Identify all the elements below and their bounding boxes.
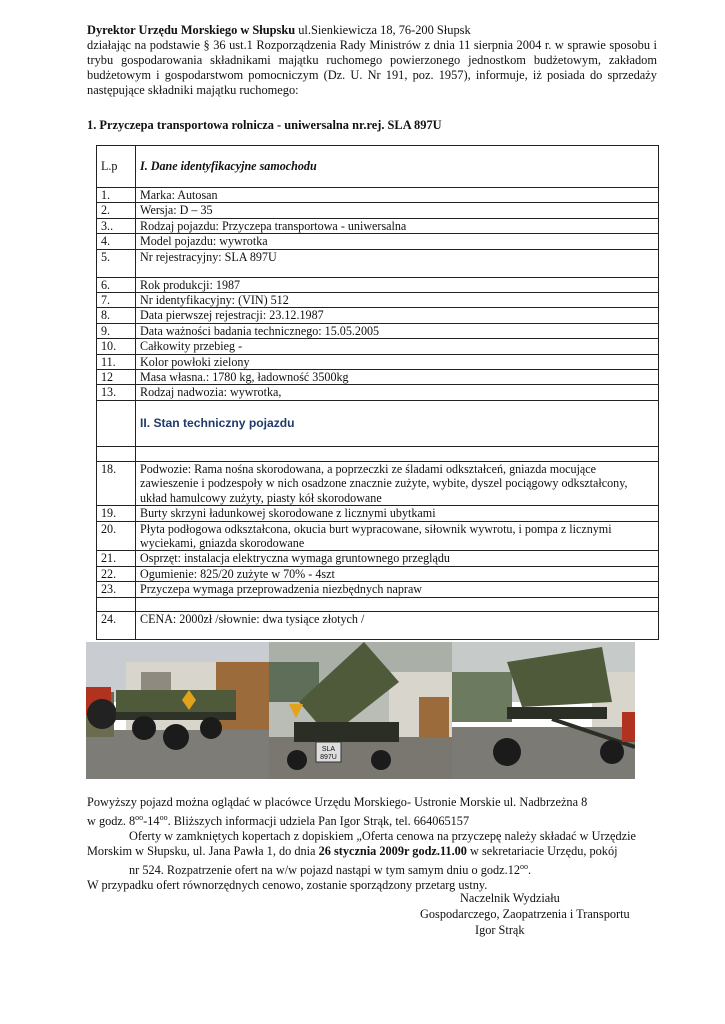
row-number: 5.: [97, 249, 136, 277]
empty-row: [97, 597, 659, 611]
row-text: Płyta podłogowa odkształcona, okucia burt wypracowane, siłownik wywrotu, i pompa z licznymi wyciekami, gniazda skorodowane: [136, 521, 659, 551]
row-number: 11.: [97, 354, 136, 369]
table-row: [97, 370, 659, 385]
row-text: Przyczepa wymaga przeprowadzenia niezbędnych napraw: [136, 582, 659, 597]
table-row: [97, 566, 659, 581]
signature-title-2: Gospodarczego, Zaopatrzenia i Transportu: [420, 907, 630, 921]
footer-line-3: Oferty w zamkniętych kopertach z dopiskiem „Oferta cenowa na przyczepę należy składać w Urzędzie: [129, 829, 636, 844]
trailer-photo-tipped: [452, 642, 635, 779]
footer-line-5: nr 524. Rozpatrzenie ofert na w/w pojazd nastąpi w tym samym dniu o $godz.12^{oo}$.: [129, 862, 532, 878]
row-number: 10.: [97, 339, 136, 354]
row-number: [97, 400, 136, 446]
table-row: [97, 611, 659, 639]
row-text: Data ważności badania technicznego: 15.05.2005: [136, 323, 659, 338]
row-number: 2.: [97, 203, 136, 218]
row-number: [97, 597, 136, 611]
table-row: [97, 249, 659, 277]
row-text: [136, 446, 659, 461]
table-row: [97, 203, 659, 218]
row-text: Burty skrzyni ładunkowej skorodowane z licznymi ubytkami: [136, 506, 659, 521]
office-name: Dyrektor Urzędu Morskiego w Słupsku: [87, 23, 296, 37]
table-row: [97, 188, 659, 203]
row-number: 4.: [97, 234, 136, 249]
row-text: Rodzaj nadwozia: wywrotka,: [136, 385, 659, 400]
row-text: Masa własna.: 1780 kg, ładowność 3500kg: [136, 370, 659, 385]
table-row: [97, 461, 659, 505]
row-number: 1.: [97, 188, 136, 203]
office-address: ul.Sienkiewicza 18, 76-200 Słupsk: [295, 23, 471, 37]
row-text: Osprzęt: instalacja elektryczna wymaga gruntownego przeglądu: [136, 551, 659, 566]
row-number: 7.: [97, 293, 136, 308]
row-number: 19.: [97, 506, 136, 521]
row-text: Rok produkcji: 1987: [136, 277, 659, 292]
row-text: Ogumienie: 825/20 zużyte w 70% - 4szt: [136, 566, 659, 581]
intro-paragraph: [87, 23, 657, 98]
row-text: Kolor powłoki zielony: [136, 354, 659, 369]
row-number: 9.: [97, 323, 136, 338]
table-row: [97, 293, 659, 308]
intro-body: działając na podstawie § 36 ust.1 Rozporządzenia Rady Ministrów z dnia 11 sierpnia 2004 r. w sprawie sposobu i trybu gospodarowania składnikami majątku ruchomego powierzonego jednostkom budżetowym, zakładom budżetowym i gospodarstwom pomocniczym (Dz. U. Nr 191, poz. 1957), informuje, iż posiada do sprzedaży następujące składniki majątku ruchomego:: [87, 38, 657, 97]
row-text: Całkowity przebieg -: [136, 339, 659, 354]
vehicle-spec-table: [96, 145, 659, 640]
plate-line-2: 897U: [320, 754, 337, 761]
table-row: [97, 582, 659, 597]
row-number: 22.: [97, 566, 136, 581]
table-row: [97, 521, 659, 551]
row-number: 24.: [97, 611, 136, 639]
trailer-box: [116, 690, 236, 712]
row-text: Wersja: D – 35: [136, 203, 659, 218]
table-row: [97, 323, 659, 338]
lp-header: L.p: [97, 146, 136, 188]
table-row: [97, 506, 659, 521]
section-ii-header: II. Stan techniczny pojazdu: [136, 400, 659, 446]
table-header-row: [97, 146, 659, 188]
signature-title-1: Naczelnik Wydziału: [460, 891, 560, 905]
table-row: [97, 234, 659, 249]
plate-line-1: SLA: [321, 746, 336, 753]
section-title: 1. Przyczepa transportowa rolnicza - uniwersalna nr.rej. SLA 897U: [87, 118, 442, 132]
row-number: 20.: [97, 521, 136, 551]
row-number: 3..: [97, 218, 136, 233]
row-number: 8.: [97, 308, 136, 323]
row-number: 21.: [97, 551, 136, 566]
footer-text: [87, 795, 667, 893]
row-text: Marka: Autosan: [136, 188, 659, 203]
row-number: 18.: [97, 461, 136, 505]
photo-strip: [86, 642, 635, 779]
row-number: 6.: [97, 277, 136, 292]
row-number: 13.: [97, 385, 136, 400]
footer-line-4: Morskim w Słupsku, ul. Jana Pawła 1, do dnia 26 stycznia 2009r godz.11.00 w sekretariacie Urzędu, pokój: [87, 844, 618, 859]
empty-row: [97, 446, 659, 461]
row-text: Nr identyfikacyjny: (VIN) 512: [136, 293, 659, 308]
row-number: [97, 446, 136, 461]
table-row: [97, 354, 659, 369]
signature-name: Igor Strąk: [475, 923, 525, 937]
footer-line-2: w godz. $8^{oo}-14^{oo}$. Bliższych informacji udziela Pan Igor Strąk, tel. 664065157: [87, 813, 470, 829]
signature-block: [420, 890, 630, 938]
table-row: [97, 308, 659, 323]
footer-line-6: W przypadku ofert równorzędnych cenowo, zostanie sporządzony przetarg ustny.: [87, 878, 488, 893]
trailer-photo-rear: [269, 642, 452, 779]
table-row: [97, 277, 659, 292]
footer-line-1: Powyższy pojazd można oglądać w placówce Urzędu Morskiego- Ustronie Morskie ul. Nadbrzeżna 8: [87, 795, 588, 809]
table-row: [97, 385, 659, 400]
row-text: Podwozie: Rama nośna skorodowana, a poprzeczki ze śladami odkształceń, gniazda mocujące zawieszenie i podzespoły w nich osadzone znacznie zużyte, wybite, dyszel pociągowy odkształcony, układ hamulcowy zużyty, piasty kół skorodowane: [136, 461, 659, 505]
section-i-header: I. Dane identyfikacyjne samochodu: [136, 146, 659, 188]
row-text: Model pojazdu: wywrotka: [136, 234, 659, 249]
table-row: [97, 551, 659, 566]
row-text: Rodzaj pojazdu: Przyczepa transportowa - uniwersalna: [136, 218, 659, 233]
row-number: 23.: [97, 582, 136, 597]
row-text: Nr rejestracyjny: SLA 897U: [136, 249, 659, 277]
section-ii-row: [97, 400, 659, 446]
table-row: [97, 218, 659, 233]
table-row: [97, 339, 659, 354]
trailer-photo-side: [86, 642, 269, 779]
row-text: CENA: 2000zł /słownie: dwa tysiące złotych /: [136, 611, 659, 639]
row-number: 12: [97, 370, 136, 385]
row-text: [136, 597, 659, 611]
row-text: Data pierwszej rejestracji: 23.12.1987: [136, 308, 659, 323]
